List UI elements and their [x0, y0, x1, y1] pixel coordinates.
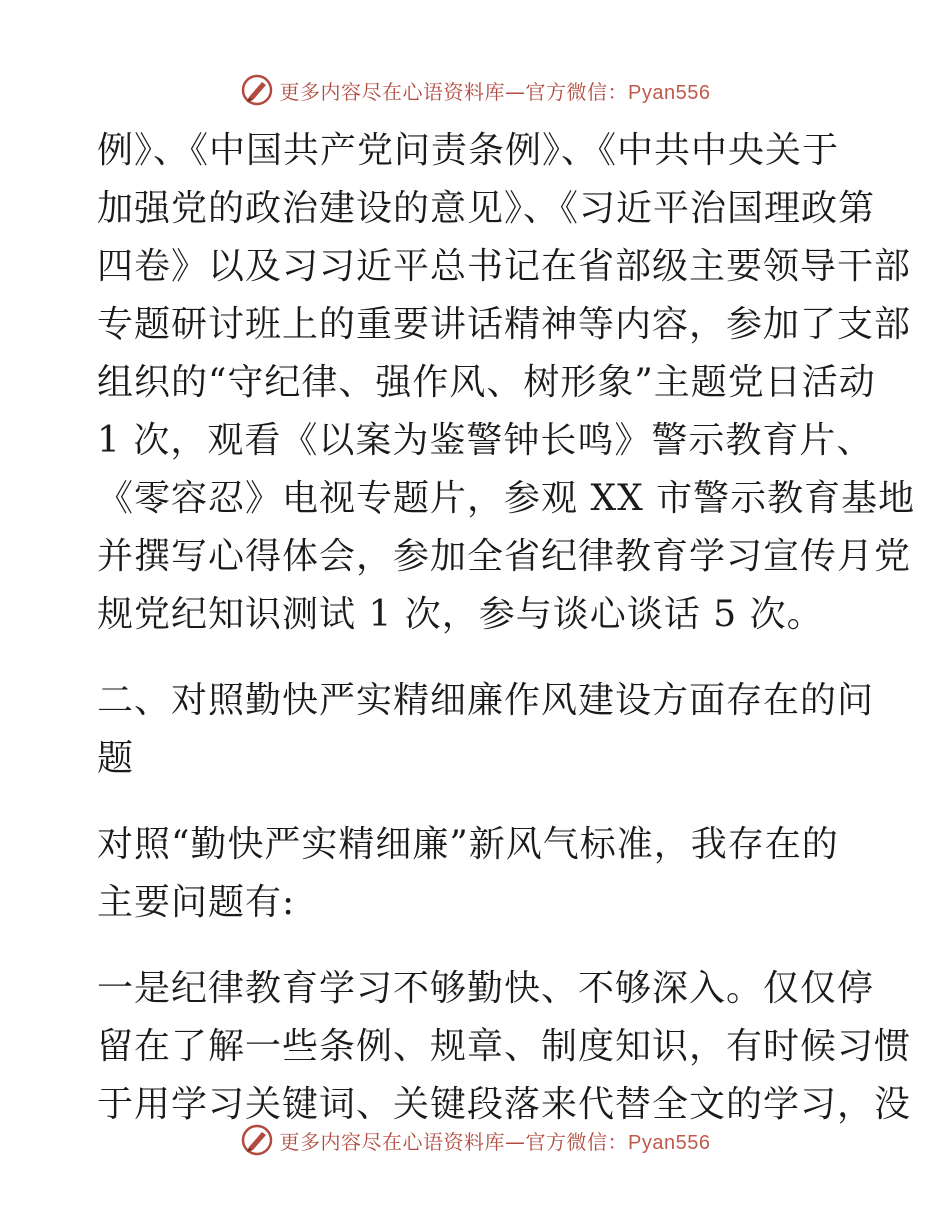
- text-line: 二、对照勤快严实精细廉作风建设方面存在的问: [97, 680, 875, 721]
- text-line: 于用学习关键词、关键段落来代替全文的学习，没: [97, 1084, 912, 1125]
- paragraph-4: [97, 960, 912, 1134]
- text-line: 题: [97, 738, 135, 779]
- pen-logo-icon: [240, 1123, 274, 1157]
- paragraph-spacer: [97, 932, 857, 960]
- text-line: 组织的“守纪律、强作风、树形象”主题党日活动: [97, 362, 876, 403]
- paragraph-3: [97, 816, 857, 932]
- text-line: 主要问题有:: [97, 882, 296, 923]
- document-body: [97, 122, 916, 1134]
- text-line: 四卷》以及习习近平总书记在省部级主要领导干部: [97, 246, 912, 287]
- text-line: 专题研讨班上的重要讲话精神等内容，参加了支部: [97, 304, 912, 345]
- paragraph-spacer: [97, 644, 857, 672]
- text-line: 例》、《中国共产党问责条例》、《中共中央关于: [97, 130, 840, 171]
- text-line: 并撰写心得体会，参加全省纪律教育学习宣传月党: [97, 536, 912, 577]
- watermark-text: 更多内容尽在心语资料库—官方微信：Pyan556: [279, 79, 711, 104]
- text-line: 《零容忍》电视专题片，参观 XX 市警示教育基地: [97, 478, 916, 519]
- header-watermark: [0, 70, 950, 110]
- text-line: 1 次，观看《以案为鉴警钟长鸣》警示教育片、: [97, 420, 874, 461]
- footer-watermark: [0, 1120, 950, 1160]
- watermark-text: 更多内容尽在心语资料库—官方微信：Pyan556: [279, 1129, 711, 1154]
- pen-logo-icon: [240, 73, 274, 107]
- watermark-id: Pyan556: [628, 1131, 711, 1154]
- watermark-id: Pyan556: [628, 81, 711, 104]
- paragraph-spacer: [97, 788, 857, 816]
- text-line: 留在了解一些条例、规章、制度知识，有时候习惯: [97, 1026, 912, 1067]
- text-line: 对照“勤快严实精细廉”新风气标准，我存在的: [97, 824, 839, 865]
- text-line: 一是纪律教育学习不够勤快、不够深入。仅仅停: [97, 968, 875, 1009]
- text-line: 规党纪知识测试 1 次，参与谈心谈话 5 次。: [97, 594, 824, 635]
- text-line: 加强党的政治建设的意见》、《习近平治国理政第: [97, 188, 876, 229]
- section-heading: [97, 672, 875, 788]
- paragraph-1: [97, 122, 916, 644]
